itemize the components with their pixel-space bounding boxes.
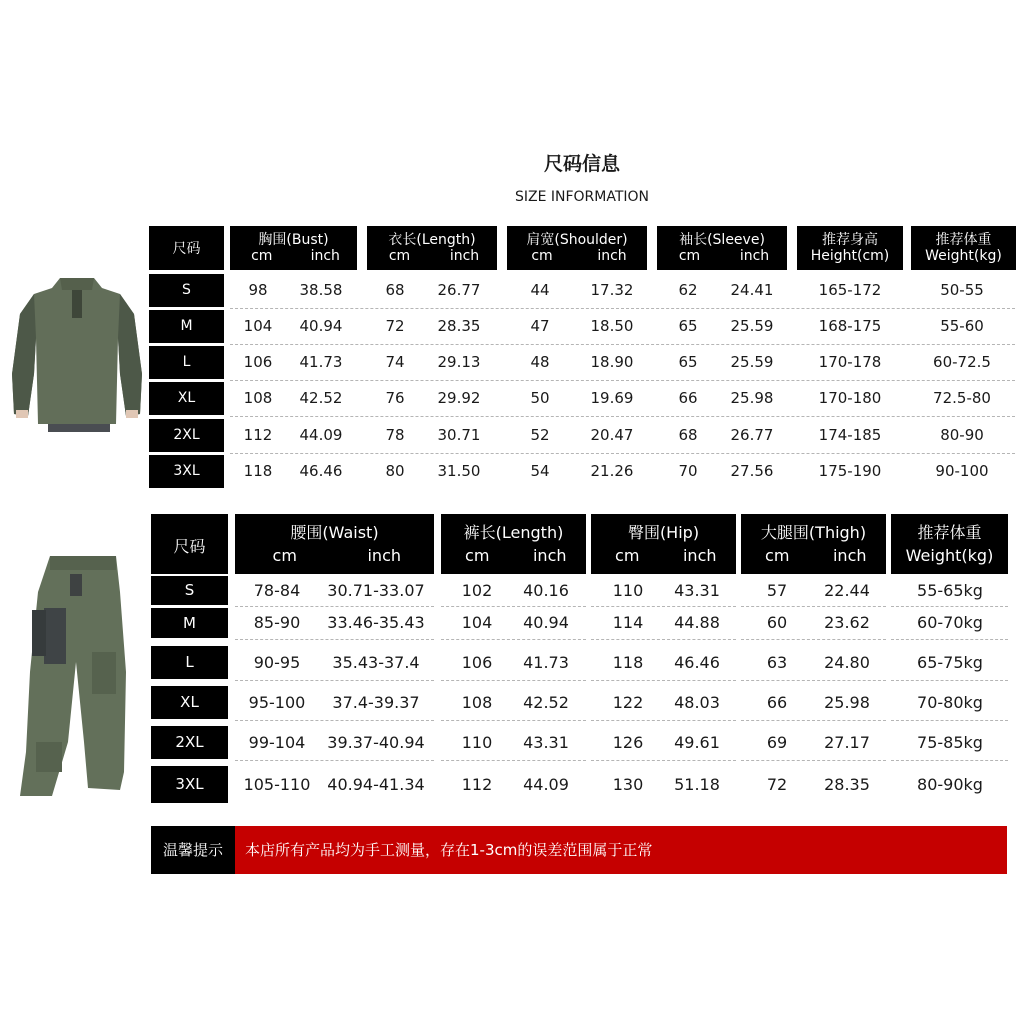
- column-title: 大腿围(Thigh): [760, 523, 867, 542]
- table-cell: 42.52: [299, 389, 343, 407]
- unit-cm: cm: [615, 546, 640, 565]
- table-cell: 72: [385, 317, 405, 335]
- unit-inch: inch: [682, 546, 717, 565]
- table-cell: 118: [612, 653, 644, 672]
- row-divider: [891, 680, 1008, 681]
- table-cell: 40.94: [523, 613, 569, 632]
- table-cell: 80-90: [940, 426, 984, 444]
- table-cell: 18.50: [590, 317, 634, 335]
- row-divider: [230, 344, 1015, 345]
- table-cell: 80-90kg: [917, 775, 983, 794]
- table-cell: 50: [530, 389, 550, 407]
- unit-cm: cm: [465, 546, 490, 565]
- table-cell: 114: [612, 613, 644, 632]
- table-cell: 27.56: [730, 462, 774, 480]
- table-cell: 80: [385, 462, 405, 480]
- column-header: [797, 226, 903, 270]
- unit-inch: inch: [449, 248, 480, 264]
- row-divider: [441, 606, 586, 607]
- table-cell: 95-100: [248, 693, 306, 712]
- column-header: [591, 514, 736, 574]
- table-cell: 106: [243, 353, 273, 371]
- column-header: [741, 514, 886, 574]
- column-subtitle: Weight(kg): [905, 546, 994, 565]
- table-cell: 25.59: [730, 353, 774, 371]
- table-cell: 168-175: [818, 317, 882, 335]
- row-divider: [591, 680, 736, 681]
- table-cell: 110: [461, 733, 493, 752]
- row-divider: [441, 639, 586, 640]
- table-cell: 57: [766, 581, 788, 600]
- page-title: 尺码信息: [543, 153, 620, 175]
- table-cell: 29.13: [437, 353, 481, 371]
- table-cell: 43.31: [674, 581, 720, 600]
- table-cell: 74: [385, 353, 405, 371]
- row-divider: [230, 380, 1015, 381]
- size-label: 3XL: [151, 766, 228, 803]
- table-cell: 105-110: [243, 775, 311, 794]
- table-cell: 22.44: [824, 581, 870, 600]
- table-cell: 46.46: [674, 653, 720, 672]
- unit-cm: cm: [678, 248, 701, 264]
- column-title: 推荐身高: [822, 232, 878, 248]
- size-label: 2XL: [151, 726, 228, 759]
- table-cell: 170-180: [818, 389, 882, 407]
- table-cell: 72.5-80: [933, 389, 991, 407]
- table-cell: 63: [766, 653, 788, 672]
- row-divider: [891, 760, 1008, 761]
- table-cell: 25.59: [730, 317, 774, 335]
- table-cell: 25.98: [730, 389, 774, 407]
- table-cell: 40.16: [523, 581, 569, 600]
- row-divider: [591, 606, 736, 607]
- row-divider: [891, 639, 1008, 640]
- table-cell: 41.73: [299, 353, 343, 371]
- table-cell: 25.98: [824, 693, 870, 712]
- table-cell: 110: [612, 581, 644, 600]
- table-cell: 55-65kg: [917, 581, 983, 600]
- table-cell: 70: [678, 462, 698, 480]
- table-cell: 33.46-35.43: [327, 613, 425, 632]
- table-cell: 65: [678, 317, 698, 335]
- column-header: [235, 514, 434, 574]
- size-label: L: [149, 346, 224, 379]
- table-cell: 19.69: [590, 389, 634, 407]
- table-cell: 78: [385, 426, 405, 444]
- table-cell: 66: [678, 389, 698, 407]
- table-cell: 70-80kg: [917, 693, 983, 712]
- table-cell: 38.58: [299, 281, 343, 299]
- table-cell: 112: [243, 426, 273, 444]
- table-cell: 44.09: [299, 426, 343, 444]
- table-cell: 43.31: [523, 733, 569, 752]
- table-cell: 39.37-40.94: [327, 733, 425, 752]
- shirt-image: [8, 274, 146, 432]
- table-cell: 90-100: [935, 462, 989, 480]
- table-cell: 108: [243, 389, 273, 407]
- table-cell: 31.50: [437, 462, 481, 480]
- table-cell: 26.77: [730, 426, 774, 444]
- table-cell: 99-104: [248, 733, 306, 752]
- table-cell: 118: [243, 462, 273, 480]
- unit-inch: inch: [310, 248, 340, 264]
- table-cell: 30.71-33.07: [327, 581, 425, 600]
- table-cell: 108: [461, 693, 493, 712]
- shirt-size-header: 尺码: [149, 226, 224, 270]
- size-label: S: [149, 274, 224, 307]
- table-cell: 20.47: [590, 426, 634, 444]
- table-cell: 170-178: [818, 353, 882, 371]
- size-label: XL: [151, 686, 228, 719]
- column-header: [441, 514, 586, 574]
- table-cell: 49.61: [674, 733, 720, 752]
- unit-cm: cm: [531, 248, 553, 264]
- column-title: 衣长(Length): [388, 232, 476, 248]
- size-label: M: [151, 608, 228, 638]
- table-cell: 24.41: [730, 281, 774, 299]
- table-cell: 41.73: [523, 653, 569, 672]
- table-cell: 48: [530, 353, 550, 371]
- table-cell: 90-95: [253, 653, 301, 672]
- table-cell: 62: [678, 281, 698, 299]
- row-divider: [441, 720, 586, 721]
- size-label: 3XL: [149, 455, 224, 488]
- row-divider: [441, 680, 586, 681]
- row-divider: [591, 760, 736, 761]
- unit-inch: inch: [739, 248, 770, 264]
- table-cell: 51.18: [674, 775, 720, 794]
- table-cell: 24.80: [824, 653, 870, 672]
- notice-label: 温馨提示: [151, 826, 235, 874]
- row-divider: [741, 606, 886, 607]
- column-title: 推荐体重: [917, 523, 982, 542]
- row-divider: [441, 760, 586, 761]
- row-divider: [591, 720, 736, 721]
- table-cell: 44.09: [523, 775, 569, 794]
- column-header: [230, 226, 357, 270]
- table-cell: 54: [530, 462, 550, 480]
- row-divider: [235, 720, 434, 721]
- table-cell: 72: [766, 775, 788, 794]
- table-cell: 65: [678, 353, 698, 371]
- row-divider: [891, 606, 1008, 607]
- row-divider: [235, 760, 434, 761]
- row-divider: [230, 308, 1015, 309]
- table-cell: 68: [385, 281, 405, 299]
- row-divider: [741, 760, 886, 761]
- table-cell: 26.77: [437, 281, 481, 299]
- size-label: XL: [149, 382, 224, 415]
- table-cell: 44.88: [674, 613, 720, 632]
- table-cell: 35.43-37.4: [332, 653, 420, 672]
- table-cell: 40.94-41.34: [327, 775, 425, 794]
- table-cell: 52: [530, 426, 550, 444]
- table-cell: 21.26: [590, 462, 634, 480]
- row-divider: [235, 606, 434, 607]
- table-cell: 85-90: [253, 613, 301, 632]
- table-cell: 78-84: [253, 581, 301, 600]
- table-cell: 66: [766, 693, 788, 712]
- column-subtitle: Weight(kg): [925, 248, 1002, 264]
- table-cell: 18.90: [590, 353, 634, 371]
- row-divider: [741, 680, 886, 681]
- unit-cm: cm: [272, 546, 297, 565]
- size-label: M: [149, 310, 224, 343]
- unit-cm: cm: [388, 248, 411, 264]
- unit-inch: inch: [597, 248, 627, 264]
- row-divider: [235, 639, 434, 640]
- column-title: 袖长(Sleeve): [679, 232, 765, 248]
- row-divider: [235, 680, 434, 681]
- table-cell: 23.62: [824, 613, 870, 632]
- table-cell: 40.94: [299, 317, 343, 335]
- unit-inch: inch: [367, 546, 402, 565]
- table-cell: 55-60: [940, 317, 984, 335]
- column-title: 肩宽(Shoulder): [526, 232, 628, 248]
- column-title: 裤长(Length): [463, 523, 564, 542]
- column-header: [507, 226, 647, 270]
- pants-image: [16, 552, 128, 804]
- table-cell: 50-55: [940, 281, 984, 299]
- column-header: [367, 226, 497, 270]
- unit-inch: inch: [832, 546, 867, 565]
- column-title: 胸围(Bust): [258, 232, 329, 248]
- table-cell: 42.52: [523, 693, 569, 712]
- table-cell: 69: [766, 733, 788, 752]
- table-cell: 174-185: [818, 426, 882, 444]
- table-cell: 165-172: [818, 281, 882, 299]
- table-cell: 102: [461, 581, 493, 600]
- table-cell: 60-72.5: [933, 353, 991, 371]
- column-title: 推荐体重: [935, 232, 992, 248]
- table-cell: 28.35: [824, 775, 870, 794]
- table-cell: 104: [461, 613, 493, 632]
- column-subtitle: Height(cm): [810, 248, 890, 264]
- table-cell: 46.46: [299, 462, 343, 480]
- table-cell: 37.4-39.37: [332, 693, 420, 712]
- page-subtitle: SIZE INFORMATION: [514, 189, 650, 205]
- table-cell: 122: [612, 693, 644, 712]
- row-divider: [230, 416, 1015, 417]
- table-cell: 75-85kg: [917, 733, 983, 752]
- unit-cm: cm: [251, 248, 273, 264]
- table-cell: 76: [385, 389, 405, 407]
- row-divider: [591, 639, 736, 640]
- table-cell: 175-190: [818, 462, 882, 480]
- row-divider: [891, 720, 1008, 721]
- row-divider: [741, 720, 886, 721]
- table-cell: 44: [530, 281, 550, 299]
- table-cell: 130: [612, 775, 644, 794]
- table-cell: 28.35: [437, 317, 481, 335]
- size-label: L: [151, 646, 228, 679]
- table-cell: 47: [530, 317, 550, 335]
- table-cell: 29.92: [437, 389, 481, 407]
- column-title: 腰围(Waist): [290, 523, 379, 542]
- row-divider: [741, 639, 886, 640]
- column-header: [657, 226, 787, 270]
- table-cell: 27.17: [824, 733, 870, 752]
- column-header: [911, 226, 1016, 270]
- row-divider: [230, 453, 1015, 454]
- size-label: 2XL: [149, 419, 224, 452]
- table-cell: 126: [612, 733, 644, 752]
- table-cell: 98: [248, 281, 268, 299]
- column-header: [891, 514, 1008, 574]
- table-cell: 112: [461, 775, 493, 794]
- table-cell: 60: [766, 613, 788, 632]
- table-cell: 60-70kg: [917, 613, 983, 632]
- table-cell: 17.32: [590, 281, 634, 299]
- unit-inch: inch: [532, 546, 567, 565]
- notice-text: 本店所有产品均为手工测量，存在1-3cm的误差范围属于正常: [235, 826, 1007, 874]
- table-cell: 48.03: [674, 693, 720, 712]
- table-cell: 106: [461, 653, 493, 672]
- table-cell: 65-75kg: [917, 653, 983, 672]
- table-cell: 30.71: [437, 426, 481, 444]
- pants-size-header: 尺码: [151, 514, 228, 574]
- column-title: 臀围(Hip): [627, 523, 700, 542]
- size-label: S: [151, 576, 228, 605]
- table-cell: 68: [678, 426, 698, 444]
- unit-cm: cm: [765, 546, 790, 565]
- table-cell: 104: [243, 317, 273, 335]
